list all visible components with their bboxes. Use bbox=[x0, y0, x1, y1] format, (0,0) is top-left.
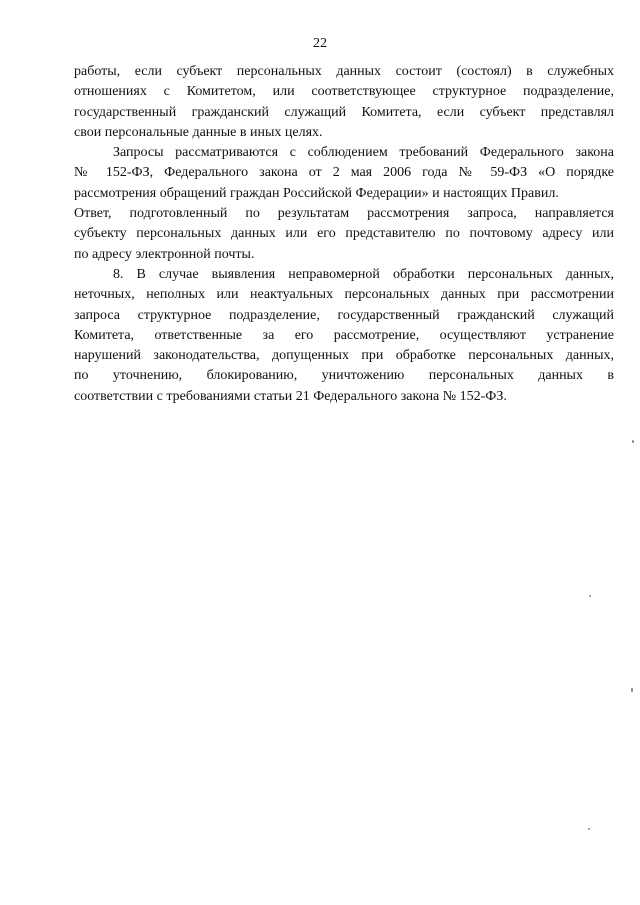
scan-speck bbox=[632, 440, 634, 443]
text-line: № 152-ФЗ, Федерального закона от 2 мая 2006 года № 59-ФЗ «О порядке bbox=[74, 165, 614, 181]
text-line: работы, если субъект персональных данных состоит (состоял) в служебных bbox=[74, 64, 614, 79]
paragraph-answer bbox=[74, 204, 614, 265]
text-line: субъекту персональных данных или его представителю по почтовому адресу или bbox=[74, 226, 614, 242]
text-line: 8. В случае выявления неправомерной обработки персональных данных, bbox=[113, 266, 614, 282]
text-line: Ответ, подготовленный по результатам рассмотрения запроса, направляется bbox=[74, 206, 614, 222]
text-line: по уточнению, блокированию, уничтожению персональных данных в bbox=[74, 368, 614, 384]
text-line: неточных, неполных или неактуальных персональных данных при рассмотрении bbox=[74, 287, 614, 303]
text-line: отношениях с Комитетом, или соответствующее структурное подразделение, bbox=[74, 84, 614, 100]
page-number: 22 bbox=[313, 36, 327, 51]
scan-speck bbox=[588, 828, 590, 830]
text-line: по адресу электронной почты. bbox=[74, 246, 255, 262]
paragraph-continuation bbox=[74, 62, 614, 143]
text-line: Запросы рассматриваются с соблюдением требований Федерального закона bbox=[113, 145, 614, 161]
text-line: запроса структурное подразделение, государственный гражданский служащий bbox=[74, 307, 614, 323]
scan-speck bbox=[589, 595, 591, 597]
text-line: соответствии с требованиями статьи 21 Федерального закона № 152-ФЗ. bbox=[74, 388, 507, 404]
text-line: государственный гражданский служащий Комитета, если субъект представлял bbox=[74, 104, 614, 120]
text-line: рассмотрения обращений граждан Российской Федерации» и настоящих Правил. bbox=[74, 185, 559, 201]
paragraph-requests bbox=[74, 143, 614, 204]
text-line: нарушений законодательства, допущенных при обработке персональных данных, bbox=[74, 348, 614, 364]
scan-speck bbox=[631, 688, 633, 692]
text-line: Комитета, ответственные за его рассмотрение, осуществляют устранение bbox=[74, 327, 614, 343]
text-line: свои персональные данные в иных целях. bbox=[74, 124, 323, 140]
paragraph-item-8 bbox=[74, 265, 614, 407]
body-text bbox=[74, 62, 614, 407]
